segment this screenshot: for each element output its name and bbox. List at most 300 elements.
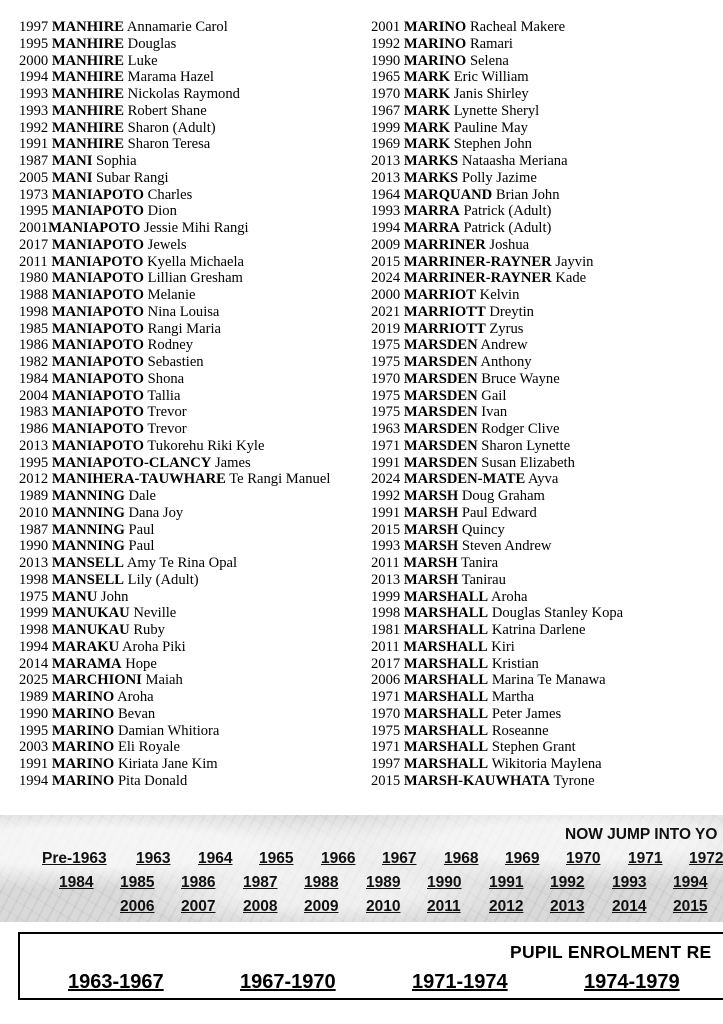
- list-item: [371, 421, 623, 438]
- list-item: [19, 672, 330, 689]
- entry-given-names: Eric William: [453, 69, 529, 86]
- entry-given-names: Douglas: [127, 35, 177, 52]
- year-link-2006[interactable]: 2006: [120, 898, 155, 915]
- list-item: [19, 371, 330, 388]
- entry-surname: MARSDEN: [403, 454, 478, 471]
- entry-year: 2021: [371, 303, 401, 320]
- enrolment-title: PUPIL ENROLMENT RE: [510, 942, 712, 962]
- list-item: [19, 756, 330, 773]
- list-item: [19, 555, 330, 572]
- entry-surname: MANIAPOTO: [51, 337, 145, 354]
- list-item: [19, 203, 330, 220]
- entry-surname: MARK: [403, 102, 451, 119]
- entry-given-names: Wikitoria Maylena: [491, 756, 602, 772]
- entry-surname: MANIAPOTO: [51, 303, 145, 320]
- enrolment-registers-box: [18, 932, 723, 1000]
- year-link-1968[interactable]: 1968: [444, 850, 479, 867]
- entry-surname: MARRA: [403, 220, 460, 236]
- entry-year: 2015: [371, 772, 401, 789]
- entry-given-names: Paul: [128, 538, 155, 555]
- entry-given-names: Kelvin: [479, 287, 520, 303]
- year-link-1969[interactable]: 1969: [505, 850, 540, 867]
- entry-year: 2001: [19, 220, 49, 236]
- list-item: [371, 589, 623, 606]
- entry-surname: MARK: [403, 69, 451, 86]
- entry-given-names: Robert Shane: [127, 102, 207, 119]
- entry-given-names: Tanira: [461, 555, 499, 571]
- entry-surname: MANHIRE: [51, 102, 125, 119]
- entry-given-names: Bevan: [117, 705, 156, 722]
- entry-given-names: Roseanne: [491, 722, 549, 739]
- entry-year: 2013: [19, 437, 49, 454]
- list-item: [19, 689, 330, 706]
- list-item: [371, 572, 623, 589]
- year-link-1964[interactable]: 1964: [198, 850, 233, 867]
- entry-year: 1998: [371, 605, 401, 622]
- list-item: [371, 103, 623, 120]
- list-item: [371, 471, 623, 488]
- entry-given-names: Andrew: [480, 337, 528, 354]
- list-item: [19, 488, 330, 505]
- list-item: [19, 187, 330, 204]
- entry-year: 1994: [19, 69, 49, 86]
- entry-year: 1965: [371, 69, 401, 86]
- entry-given-names: Dana Joy: [128, 504, 184, 521]
- year-link-1994[interactable]: 1994: [673, 874, 708, 891]
- list-item: [371, 739, 623, 756]
- list-item: [19, 53, 330, 70]
- entry-given-names: Tukorehu Riki Kyle: [147, 437, 265, 454]
- entry-given-names: Trevor: [147, 404, 187, 421]
- list-item: [19, 538, 330, 555]
- list-item: [19, 773, 330, 790]
- entry-year: 1992: [371, 488, 401, 504]
- list-item: [19, 120, 330, 137]
- entry-surname: MANNING: [51, 538, 125, 555]
- entry-surname: MANIHERA-TAUWHARE: [51, 471, 226, 488]
- entry-year: 1998: [19, 303, 49, 320]
- year-link-pre-1963[interactable]: Pre-1963: [42, 850, 107, 867]
- year-link-1970[interactable]: 1970: [566, 850, 601, 867]
- entry-surname: MANI: [51, 153, 93, 169]
- entry-year: 2004: [19, 387, 49, 404]
- year-link-1984[interactable]: 1984: [59, 874, 94, 891]
- entry-year: 1994: [371, 220, 401, 236]
- year-link-1985[interactable]: 1985: [120, 874, 155, 891]
- entry-surname: MARRINER-RAYNER: [403, 253, 552, 270]
- entry-surname: MANIAPOTO: [51, 404, 145, 421]
- entry-year: 1970: [371, 705, 401, 722]
- entry-given-names: Zyrus: [489, 320, 524, 337]
- entry-year: 1971: [371, 689, 401, 705]
- entry-surname: MANHIRE: [51, 52, 125, 69]
- entry-surname: MARSDEN: [403, 337, 478, 354]
- list-item: [371, 505, 623, 522]
- list-item: [371, 220, 623, 237]
- entry-surname: MARCHIONI: [51, 672, 142, 689]
- entry-surname: MARINO: [403, 35, 467, 52]
- list-item: [19, 304, 330, 321]
- entry-surname: MARSHALL: [403, 588, 489, 605]
- list-item: [19, 388, 330, 405]
- list-item: [19, 605, 330, 622]
- entry-surname: MARAKU: [51, 638, 120, 655]
- entry-year: 2005: [19, 169, 49, 186]
- year-jump-panel: [0, 815, 723, 922]
- entry-year: 1993: [371, 538, 401, 555]
- entry-given-names: Racheal Makere: [469, 19, 566, 35]
- entry-given-names: Steven Andrew: [461, 538, 552, 555]
- entry-given-names: Martha: [491, 689, 534, 705]
- list-item: [371, 438, 623, 455]
- list-item: [19, 337, 330, 354]
- entry-year: 1999: [19, 605, 49, 622]
- entry-year: 1997: [19, 19, 49, 35]
- entry-year: 1987: [19, 521, 49, 538]
- list-item: [19, 455, 330, 472]
- year-link-1993[interactable]: 1993: [612, 874, 647, 891]
- year-link-1963[interactable]: 1963: [136, 850, 171, 867]
- entry-surname: MANUKAU: [51, 605, 130, 622]
- entry-surname: MANIAPOTO: [51, 437, 145, 454]
- year-link-1972[interactable]: 1972: [689, 850, 723, 867]
- entry-year: 2009: [371, 236, 401, 253]
- entry-year: 1999: [371, 119, 401, 136]
- entry-surname: MANIAPOTO: [48, 220, 141, 236]
- entry-year: 1969: [371, 136, 401, 153]
- list-item: [19, 287, 330, 304]
- year-link-2014[interactable]: 2014: [612, 898, 647, 915]
- entry-given-names: Katrina Darlene: [491, 622, 586, 638]
- enrolment-list-left: [19, 19, 330, 790]
- entry-surname: MANIAPOTO-CLANCY: [51, 454, 212, 471]
- list-item: [371, 304, 623, 321]
- entry-surname: MARK: [403, 86, 451, 102]
- entry-year: 1990: [371, 52, 401, 69]
- entry-surname: MARQUAND: [403, 186, 493, 203]
- list-item: [371, 656, 623, 673]
- entry-year: 2006: [371, 672, 401, 689]
- entry-year: 1980: [19, 270, 49, 287]
- list-item: [371, 270, 623, 287]
- list-item: [19, 438, 330, 455]
- entry-surname: MANNING: [51, 488, 125, 504]
- entry-surname: MARINO: [51, 689, 115, 705]
- year-link-2007[interactable]: 2007: [181, 898, 216, 915]
- year-link-1990[interactable]: 1990: [427, 874, 462, 891]
- entry-year: 2003: [19, 739, 49, 756]
- list-item: [19, 86, 330, 103]
- list-item: [371, 187, 623, 204]
- entry-given-names: Eli Royale: [117, 739, 180, 756]
- entry-given-names: Sharon Teresa: [127, 136, 211, 153]
- year-link-1988[interactable]: 1988: [304, 874, 339, 891]
- year-link-1987[interactable]: 1987: [243, 874, 278, 891]
- entry-given-names: Shona: [147, 370, 185, 387]
- entry-given-names: Maiah: [145, 672, 183, 689]
- enrolment-list-right: [371, 19, 623, 790]
- entry-surname: MARSHALL: [403, 756, 489, 772]
- entry-year: 1998: [19, 622, 49, 638]
- enrolment-link-1963-1967[interactable]: 1963-1967: [68, 971, 164, 993]
- entry-surname: MANHIRE: [51, 136, 125, 153]
- entry-given-names: Doug Graham: [461, 488, 545, 504]
- entry-surname: MARAMA: [51, 655, 122, 672]
- entry-year: 2001: [371, 19, 401, 35]
- entry-surname: MARSH-KAUWHATA: [403, 772, 551, 789]
- list-item: [371, 254, 623, 271]
- entry-given-names: Lillian Gresham: [147, 270, 243, 287]
- entry-given-names: Nataasha Meriana: [461, 153, 568, 169]
- entry-given-names: Melanie: [147, 287, 196, 303]
- entry-year: 2025: [19, 672, 49, 689]
- entry-given-names: Paul Edward: [461, 504, 537, 521]
- entry-given-names: Nickolas Raymond: [127, 86, 240, 102]
- entry-year: 1995: [19, 203, 49, 220]
- entry-surname: MARKS: [403, 153, 459, 169]
- entry-year: 1993: [19, 86, 49, 102]
- entry-surname: MARSHALL: [403, 722, 489, 739]
- entry-given-names: Aroha Piki: [121, 638, 186, 655]
- entry-year: 2000: [19, 52, 49, 69]
- entry-given-names: Gail: [481, 387, 507, 404]
- entry-year: 1963: [371, 421, 401, 437]
- list-item: [371, 237, 623, 254]
- entry-year: 2011: [19, 253, 48, 270]
- entry-given-names: Kyella Michaela: [147, 253, 244, 270]
- entry-given-names: Joshua: [489, 236, 530, 253]
- year-link-2013[interactable]: 2013: [550, 898, 585, 915]
- year-link-1965[interactable]: 1965: [259, 850, 294, 867]
- entry-given-names: Kristian: [491, 655, 539, 672]
- list-item: [19, 170, 330, 187]
- entry-given-names: Amy Te Rina Opal: [126, 555, 238, 571]
- entry-given-names: Kade: [555, 270, 587, 287]
- list-item: [371, 605, 623, 622]
- entry-year: 1975: [371, 722, 401, 739]
- entry-given-names: Marama Hazel: [127, 69, 214, 86]
- entry-year: 2017: [19, 236, 49, 253]
- year-link-2011[interactable]: 2011: [427, 898, 461, 915]
- entry-surname: MARSDEN: [403, 404, 478, 421]
- entry-given-names: Lynette Sheryl: [453, 102, 540, 119]
- list-item: [19, 421, 330, 438]
- entry-given-names: Aroha: [117, 689, 154, 705]
- entry-given-names: John: [100, 588, 129, 605]
- entry-given-names: Damian Whitiora: [117, 722, 220, 739]
- entry-surname: MARSHALL: [403, 655, 489, 672]
- entry-surname: MARSHALL: [403, 689, 489, 705]
- list-item: [371, 371, 623, 388]
- entry-given-names: Tanirau: [461, 571, 506, 588]
- entry-surname: MARINO: [51, 756, 115, 772]
- entry-surname: MARRIOTT: [403, 320, 486, 337]
- entry-year: 1984: [19, 370, 49, 387]
- entry-surname: MARINO: [51, 722, 115, 739]
- entry-surname: MARSDEN: [403, 354, 478, 370]
- list-item: [371, 488, 623, 505]
- entry-year: 1983: [19, 404, 49, 421]
- enrolment-link-1967-1970[interactable]: 1967-1970: [240, 971, 336, 993]
- list-item: [19, 103, 330, 120]
- enrolment-link-1971-1974[interactable]: 1971-1974: [412, 971, 508, 993]
- entry-given-names: Ramari: [469, 35, 513, 52]
- year-link-1966[interactable]: 1966: [321, 850, 356, 867]
- entry-surname: MANIAPOTO: [51, 387, 145, 404]
- list-item: [371, 19, 623, 36]
- entry-surname: MARKS: [403, 169, 459, 186]
- entry-surname: MARINO: [403, 19, 467, 35]
- list-item: [19, 136, 330, 153]
- entry-surname: MANIAPOTO: [51, 421, 145, 437]
- entry-year: 2015: [371, 253, 401, 270]
- entry-given-names: Dale: [128, 488, 157, 504]
- entry-year: 2012: [19, 471, 49, 488]
- list-item: [19, 153, 330, 170]
- list-item: [371, 706, 623, 723]
- entry-given-names: Annamarie Carol: [126, 19, 228, 35]
- entry-year: 1967: [371, 102, 401, 119]
- list-item: [19, 471, 330, 488]
- list-item: [19, 505, 330, 522]
- entry-year: 1981: [371, 622, 401, 638]
- entry-year: 1975: [371, 404, 401, 421]
- entry-given-names: Bruce Wayne: [481, 370, 560, 387]
- entry-year: 1971: [371, 437, 401, 454]
- year-link-2012[interactable]: 2012: [489, 898, 524, 915]
- entry-given-names: Te Rangi Manuel: [229, 471, 331, 488]
- list-item: [371, 672, 623, 689]
- list-item: [19, 404, 330, 421]
- entry-surname: MARSH: [403, 521, 459, 538]
- list-item: [371, 773, 623, 790]
- entry-surname: MANU: [51, 588, 98, 605]
- entry-surname: MARSHALL: [403, 638, 488, 655]
- year-link-1971[interactable]: 1971: [628, 850, 663, 867]
- entry-surname: MARSHALL: [403, 739, 489, 756]
- entry-given-names: Jayvin: [555, 253, 594, 270]
- entry-year: 1995: [19, 454, 49, 471]
- list-item: [371, 69, 623, 86]
- entry-surname: MANNING: [51, 521, 125, 538]
- entry-year: 1991: [19, 136, 49, 153]
- entry-given-names: Neville: [133, 605, 177, 622]
- entry-given-names: Pita Donald: [117, 772, 188, 789]
- entry-given-names: Pauline May: [453, 119, 528, 136]
- enrolment-link-1974-1979[interactable]: 1974-1979: [584, 971, 680, 993]
- year-link-2009[interactable]: 2009: [304, 898, 339, 915]
- year-link-1986[interactable]: 1986: [181, 874, 216, 891]
- entry-year: 1975: [371, 354, 401, 370]
- entry-year: 2010: [19, 504, 49, 521]
- entry-year: 1986: [19, 337, 49, 354]
- list-item: [371, 337, 623, 354]
- year-link-1967[interactable]: 1967: [382, 850, 417, 867]
- entry-given-names: Luke: [127, 52, 158, 69]
- list-item: [371, 388, 623, 405]
- entry-year: 1989: [19, 488, 49, 504]
- list-item: [371, 522, 623, 539]
- entry-given-names: Lily (Adult): [127, 571, 199, 588]
- entry-given-names: Stephen John: [453, 136, 532, 153]
- entry-year: 2024: [371, 270, 401, 287]
- entry-given-names: Brian John: [495, 186, 560, 203]
- entry-given-names: Marina Te Manawa: [491, 672, 606, 689]
- list-item: [371, 203, 623, 220]
- list-item: [371, 120, 623, 137]
- entry-year: 1982: [19, 354, 49, 370]
- year-link-2010[interactable]: 2010: [366, 898, 401, 915]
- list-item: [371, 36, 623, 53]
- entry-surname: MANHIRE: [51, 19, 125, 35]
- entry-given-names: Polly Jazime: [461, 169, 537, 186]
- entry-year: 1995: [19, 722, 49, 739]
- year-link-1991[interactable]: 1991: [489, 874, 524, 891]
- list-item: [371, 455, 623, 472]
- entry-surname: MARSDEN: [403, 421, 478, 437]
- entry-given-names: Aroha: [491, 588, 528, 605]
- entry-surname: MARSHALL: [403, 622, 489, 638]
- list-item: [19, 706, 330, 723]
- entry-given-names: Kiri: [491, 638, 515, 655]
- year-link-2008[interactable]: 2008: [243, 898, 278, 915]
- jump-panel-title: NOW JUMP INTO YO: [565, 826, 718, 843]
- list-item: [19, 572, 330, 589]
- entry-given-names: Dion: [147, 203, 177, 220]
- entry-surname: MARSH: [403, 538, 459, 555]
- entry-surname: MANHIRE: [51, 35, 125, 52]
- entry-surname: MARK: [403, 119, 451, 136]
- list-item: [371, 756, 623, 773]
- entry-year: 1994: [19, 638, 49, 655]
- year-link-1992[interactable]: 1992: [550, 874, 585, 891]
- entry-year: 2019: [371, 320, 401, 337]
- entry-surname: MANIAPOTO: [51, 186, 145, 203]
- entry-surname: MARINO: [51, 705, 115, 722]
- entry-year: 1989: [19, 689, 49, 705]
- entry-given-names: Patrick (Adult): [463, 203, 552, 220]
- year-link-1989[interactable]: 1989: [366, 874, 401, 891]
- list-item: [371, 153, 623, 170]
- entry-year: 1993: [19, 102, 49, 119]
- entry-year: 1970: [371, 370, 401, 387]
- entry-surname: MARK: [403, 136, 451, 153]
- entry-surname: MARSHALL: [403, 605, 489, 622]
- entry-year: 1991: [19, 756, 49, 772]
- entry-year: 2011: [371, 555, 400, 571]
- entry-surname: MARSH: [403, 488, 459, 504]
- list-item: [371, 538, 623, 555]
- entry-surname: MANIAPOTO: [51, 354, 145, 370]
- year-link-2015[interactable]: 2015: [673, 898, 708, 915]
- entry-given-names: Tallia: [147, 387, 181, 404]
- entry-given-names: Quincy: [461, 521, 505, 538]
- list-item: [19, 321, 330, 338]
- entry-surname: MANIAPOTO: [51, 287, 145, 303]
- list-item: [371, 287, 623, 304]
- list-item: [371, 689, 623, 706]
- entry-given-names: Charles: [147, 186, 193, 203]
- entry-year: 1975: [371, 387, 401, 404]
- list-item: [19, 639, 330, 656]
- entry-given-names: Tyrone: [553, 772, 595, 789]
- entry-given-names: Kiriata Jane Kim: [117, 756, 218, 772]
- entry-given-names: Rodger Clive: [481, 421, 560, 437]
- entry-surname: MARSH: [403, 504, 459, 521]
- entry-surname: MARSHALL: [403, 705, 489, 722]
- entry-surname: MANIAPOTO: [51, 370, 145, 387]
- entry-surname: MARSH: [403, 555, 458, 571]
